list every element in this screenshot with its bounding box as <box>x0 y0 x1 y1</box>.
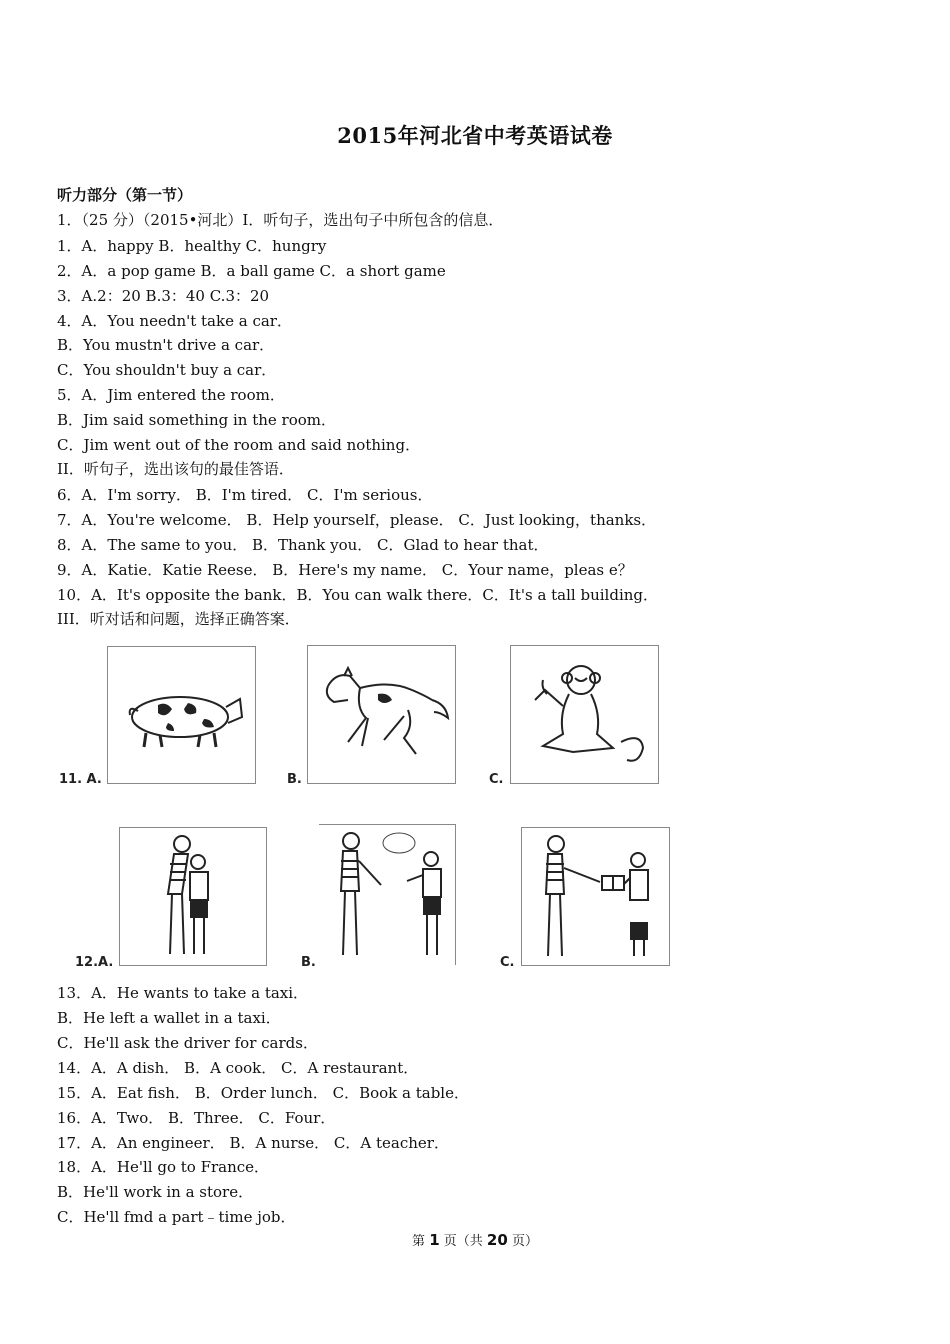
question-line: 15．A．Eat fish． B．Order lunch． C．Book a table． <box>57 1084 469 1102</box>
question-line: 9．A．Katie．Katie Reese． B．Here's my name． C．Your name，pleas e？ <box>57 561 633 579</box>
question-line: B．Jim said something in the room． <box>57 411 336 429</box>
question-line: C．He'll ask the driver for cards． <box>57 1034 318 1052</box>
option-label: C. <box>489 772 504 787</box>
question-line: 4．A．You needn't take a car． <box>57 312 292 330</box>
page-footer <box>0 1230 950 1249</box>
option-label: 12.A. <box>75 955 114 970</box>
monkey-picture[interactable] <box>510 645 659 784</box>
question-line: 18．A．He'll go to France． <box>57 1158 270 1176</box>
section-heading: 听力部分（第一节） <box>57 186 193 204</box>
giving-gift-picture[interactable] <box>521 827 670 966</box>
two-people-hugging-picture[interactable] <box>119 827 267 966</box>
footer-middle: 页（共 <box>443 1234 483 1249</box>
total-pages: 20 <box>486 1231 508 1249</box>
footer-prefix: 第 <box>412 1234 426 1249</box>
question-line: 14．A．A dish． B．A cook． C．A restaurant． <box>57 1059 419 1077</box>
footer-suffix: 页） <box>511 1234 538 1249</box>
question-line: 3．A.2：20 B.3：40 C.3：20 <box>57 287 270 305</box>
question-line: 6．A．I'm sorry． B．I'm tired． C．I'm serious． <box>57 486 433 504</box>
option-label: B. <box>301 955 316 970</box>
question-line: II．听句子，选出该句的最佳答语． <box>57 460 294 478</box>
question-line: 16．A．Two． B．Three． C．Four． <box>57 1109 336 1127</box>
question-line: C．Jim went out of the room and said nothing． <box>57 436 421 454</box>
option-label: 11. A. <box>59 772 102 787</box>
question-line: III．听对话和问题，选择正确答案． <box>57 610 300 628</box>
option-label: B. <box>287 772 302 787</box>
question-line: 1．（25 分）（2015•河北）I．听句子，选出句子中所包含的信息． <box>57 211 504 229</box>
question-line: B．He left a wallet in a taxi． <box>57 1009 281 1027</box>
question-line: B．He'll work in a store． <box>57 1183 254 1201</box>
question-line: 10．A．It's opposite the bank．B．You can walk there．C．It's a tall building． <box>57 586 659 604</box>
question-line: 7．A．You're welcome． B．Help yourself，please． C．Just looking，thanks． <box>57 511 657 529</box>
page-title: 2015年河北省中考英语试卷 <box>337 123 613 148</box>
question-line: 1．A．happy B．healthy C．hungry <box>57 237 327 255</box>
option-label: C. <box>500 955 515 970</box>
question-line: 13．A．He wants to take a taxi． <box>57 984 309 1002</box>
pig-picture[interactable] <box>107 646 256 784</box>
question-line: 8．A．The same to you． B．Thank you． C．Glad to hear that． <box>57 536 549 554</box>
question-line: 17．A．An engineer． B．A nurse． C．A teacher． <box>57 1134 449 1152</box>
question-line: 5．A．Jim entered the room． <box>57 386 285 404</box>
question-line: B．You mustn't drive a car． <box>57 336 275 354</box>
horse-picture[interactable] <box>307 645 456 784</box>
question-line: 2．A．a pop game B．a ball game C．a short game <box>57 262 446 280</box>
two-people-greeting-picture[interactable] <box>319 824 456 965</box>
page-number: 1 <box>429 1231 440 1249</box>
question-line: C．You shouldn't buy a car． <box>57 361 277 379</box>
question-line: C．He'll fmd a part﹣time job． <box>57 1208 296 1226</box>
